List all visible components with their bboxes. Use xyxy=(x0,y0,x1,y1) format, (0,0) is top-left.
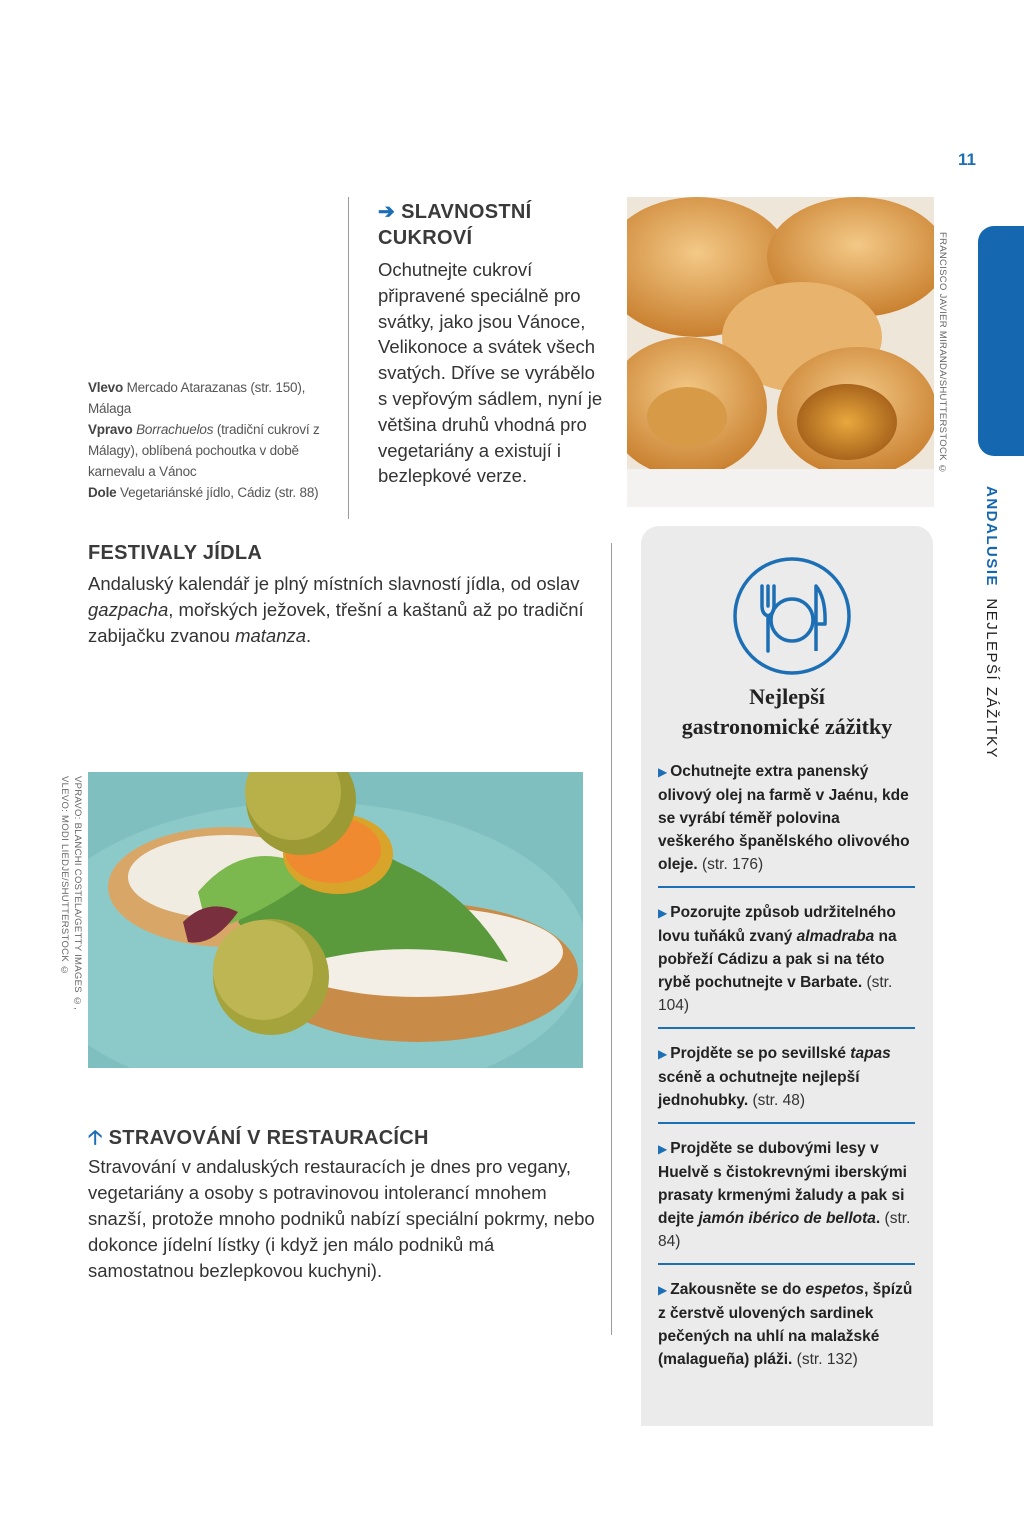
subsection-name: NEJLEPŠÍ ZÁŽITKY xyxy=(983,598,1000,760)
list-item xyxy=(658,1274,915,1381)
arrow-right-icon: ➔ xyxy=(378,201,396,223)
item-text: Projděte se dubovými lesy v Huelvě s čistokrevnými iberskými prasaty krmenými žaludy a pak si dejte xyxy=(658,1140,907,1227)
sweets-heading-text: SLAVNOSTNÍ CUKROVÍ xyxy=(378,201,532,249)
dish-illustration xyxy=(88,772,583,1068)
festivals-text-3: . xyxy=(306,625,312,646)
item-italic: espetos xyxy=(805,1281,865,1298)
sidebar-title-line1: Nejlepší xyxy=(749,684,825,709)
item-italic: tapas xyxy=(850,1045,891,1062)
item-text-cont: . xyxy=(875,1210,881,1227)
triangle-bullet-icon: ▶ xyxy=(658,1142,668,1156)
arrow-up-icon: 🡡 xyxy=(88,1127,103,1149)
column-divider xyxy=(348,197,349,519)
caption-right-label: Vpravo xyxy=(88,422,133,437)
fork-plate-knife-icon xyxy=(732,556,852,676)
section-tab xyxy=(978,226,1024,456)
list-item xyxy=(658,1133,915,1265)
photo-vegetarian-dish xyxy=(88,772,583,1068)
sweets-body: Ochutnejte cukroví připravené speciálně pro svátky, jako jsou Vánoce, Velikonoce a svátek všech svatých. Dříve se vyrábělo s vepřovým sádlem, nyní je většina druhů vhodná pro vegetariány a existují i bezlepkové verze. xyxy=(378,259,603,487)
item-italic: almadraba xyxy=(796,928,875,945)
photo-credit-top: FRANCISCO JAVIER MIRANDA/SHUTTERSTOCK © xyxy=(937,232,948,475)
festivals-body xyxy=(88,571,588,649)
festivals-text-2: , mořských ježovek, třešní a kaštanů až po tradiční zabijačku zvanou xyxy=(88,599,584,646)
pastry-illustration xyxy=(627,197,934,507)
restaurants-body: Stravování v andaluských restauracích je dnes pro vegany, vegetariány a osoby s potravinovou intolerancí mnohem snazší, protože mnoho podniků nabízí speciální pokrmy, nebo dokonce jídelní lístky (i když jen málo podniků má samostatnou bezlepkovou kuchyni). xyxy=(88,1156,595,1281)
list-item xyxy=(658,1038,915,1124)
restaurants-heading xyxy=(88,1123,429,1157)
credit-line-2: VLEVO: MODI LIEDJE/SHUTTERSTOCK © xyxy=(59,776,70,977)
section-name: ANDALUSIE xyxy=(983,486,1000,588)
column-divider-right xyxy=(611,543,612,1335)
item-text: Ochutnejte extra panenský olivový olej na farmě v Jaénu, kde se vyrábí téměř polovina veškerého španělského olivového oleje. xyxy=(658,763,910,873)
page-number: 11 xyxy=(958,150,976,169)
item-text-cont: scéně a ochutnejte nejlepší jednohubky. xyxy=(658,1069,860,1109)
item-italic: jamón ibérico de bellota xyxy=(698,1210,876,1227)
item-text: Zakousněte se do xyxy=(670,1281,806,1298)
item-ref: (str. 132) xyxy=(792,1351,858,1368)
caption-left-label: Vlevo xyxy=(88,380,124,395)
triangle-bullet-icon: ▶ xyxy=(658,1047,668,1061)
item-text-cont: , špízů z čerstvě ulovených sardinek pečených na uhlí na malažské (malagueña) pláži. xyxy=(658,1281,913,1368)
sweets-heading xyxy=(378,199,588,251)
caption-bottom-label: Dole xyxy=(88,485,117,500)
photo-caption xyxy=(88,377,328,503)
section-label xyxy=(976,486,1000,776)
caption-right-italic: Borrachuelos xyxy=(132,422,214,437)
triangle-bullet-icon: ▶ xyxy=(658,1283,668,1297)
sidebar-title xyxy=(641,682,933,742)
photo-credit-bottom xyxy=(58,776,84,1016)
list-item xyxy=(658,897,915,1029)
caption-right-text: (tradiční cukroví z Málagy), oblíbená pochoutka v době karnevalu a Vánoc xyxy=(88,422,320,479)
item-text-cont: na pobřeží Cádizu a pak si na této rybě pochutnejte v Barbate. xyxy=(658,928,897,991)
triangle-bullet-icon: ▶ xyxy=(658,906,668,920)
item-ref: (str. 84) xyxy=(658,1210,911,1250)
item-text: Projděte se po sevillské xyxy=(670,1045,851,1062)
item-ref: (str. 104) xyxy=(658,974,893,1014)
item-text: Pozorujte způsob udržitelného lovu tuňáků zvaný xyxy=(658,904,896,945)
caption-left-text: Mercado Atarazanas (str. 150), Málaga xyxy=(88,380,306,416)
triangle-bullet-icon: ▶ xyxy=(658,765,668,779)
sidebar-title-line2: gastronomické zážitky xyxy=(681,714,893,739)
list-item xyxy=(658,756,915,888)
restaurants-heading-text: STRAVOVÁNÍ V RESTAURACÍCH xyxy=(108,1127,429,1149)
sidebar-list xyxy=(658,756,915,1390)
festivals-italic-1: gazpacha xyxy=(88,599,169,620)
item-ref: (str. 48) xyxy=(748,1092,805,1109)
caption-bottom-text: Vegetariánské jídlo, Cádiz (str. 88) xyxy=(116,485,319,500)
festivals-text-1: Andaluský kalendář je plný místních slavností jídla, od oslav xyxy=(88,573,580,594)
item-ref: (str. 176) xyxy=(697,856,764,873)
photo-borrachuelos xyxy=(627,197,934,507)
festivals-heading: FESTIVALY JÍDLA xyxy=(88,542,263,564)
festivals-italic-2: matanza xyxy=(235,625,307,646)
credit-line-1: VPRAVO: BLANCHI COSTELA/GETTY IMAGES ©, xyxy=(72,776,83,1011)
